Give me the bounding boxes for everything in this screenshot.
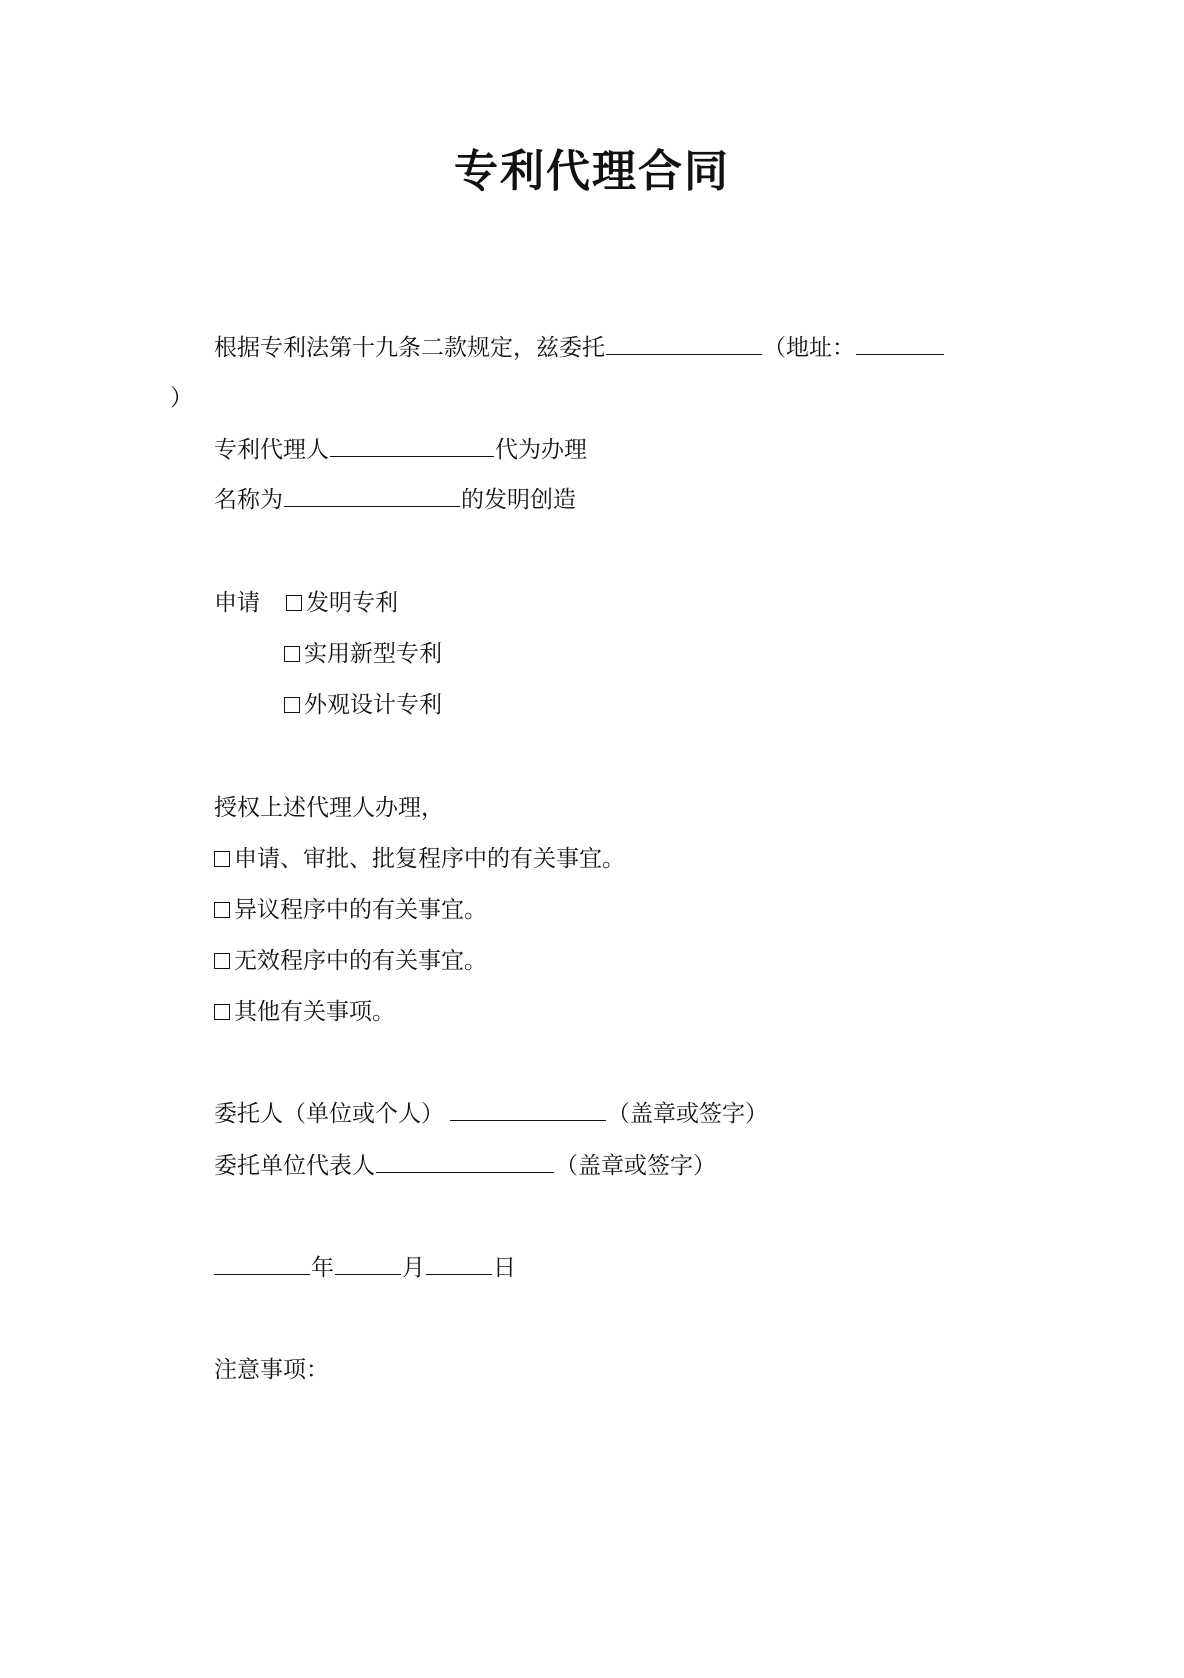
month-blank[interactable]	[335, 1252, 401, 1275]
authorize-intro: 授权上述代理人办理，	[214, 795, 444, 821]
entrustee-blank[interactable]	[606, 332, 762, 355]
year-blank[interactable]	[214, 1252, 310, 1275]
day-blank[interactable]	[426, 1252, 492, 1275]
invention-name-blank[interactable]	[284, 484, 460, 507]
entrust-text: 根据专利法第十九条二款规定，兹委托	[214, 335, 605, 361]
entrust-line	[214, 332, 945, 364]
notes-heading: 注意事项：	[214, 1357, 329, 1383]
opposition-matters-checkbox[interactable]	[214, 902, 230, 918]
invalidation-matters-checkbox[interactable]	[214, 953, 230, 969]
apply-label: 申请	[214, 590, 260, 616]
apply-option-invention	[214, 587, 398, 619]
other-matters-checkbox[interactable]	[214, 1004, 230, 1020]
invention-name-suffix: 的发明创造	[461, 487, 576, 513]
year-label: 年	[311, 1255, 334, 1281]
representative-label: 委托单位代表人	[214, 1153, 375, 1179]
month-label: 月	[402, 1255, 425, 1281]
invention-checkbox[interactable]	[286, 595, 302, 611]
apply-option-utility	[284, 638, 442, 670]
address-label: （地址：	[763, 335, 855, 361]
representative-signature-line	[214, 1150, 716, 1182]
principal-signature-blank[interactable]	[450, 1098, 606, 1121]
other-matters-label: 其他有关事项。	[234, 999, 395, 1025]
authorize-item-opposition	[214, 894, 487, 926]
agent-suffix: 代为办理	[495, 437, 587, 463]
date-line	[214, 1252, 516, 1284]
authorize-item-application	[214, 843, 625, 875]
entrust-line-close	[170, 382, 193, 414]
address-blank[interactable]	[856, 332, 944, 355]
design-option-label: 外观设计专利	[304, 692, 442, 718]
application-matters-label: 申请、审批、批复程序中的有关事宜。	[234, 846, 625, 872]
agent-blank[interactable]	[330, 434, 494, 457]
agent-label: 专利代理人	[214, 437, 329, 463]
authorize-item-invalidation	[214, 945, 487, 977]
agent-line	[214, 434, 587, 466]
close-paren: ）	[170, 385, 193, 411]
principal-label: 委托人（单位或个人）	[214, 1101, 444, 1127]
invention-name-label: 名称为	[214, 487, 283, 513]
principal-signature-line	[214, 1098, 768, 1130]
application-matters-checkbox[interactable]	[214, 851, 230, 867]
representative-signature-blank[interactable]	[376, 1150, 554, 1173]
opposition-matters-label: 异议程序中的有关事宜。	[234, 897, 487, 923]
design-checkbox[interactable]	[284, 697, 300, 713]
utility-model-checkbox[interactable]	[284, 646, 300, 662]
invalidation-matters-label: 无效程序中的有关事宜。	[234, 948, 487, 974]
document-title: 专利代理合同	[454, 146, 730, 197]
invention-name-line	[214, 484, 576, 516]
representative-signature-suffix: （盖章或签字）	[555, 1153, 716, 1179]
apply-option-design	[284, 689, 442, 721]
invention-option-label: 发明专利	[306, 590, 398, 616]
principal-signature-suffix: （盖章或签字）	[607, 1101, 768, 1127]
utility-model-option-label: 实用新型专利	[304, 641, 442, 667]
authorize-item-other	[214, 996, 395, 1028]
day-label: 日	[493, 1255, 516, 1281]
